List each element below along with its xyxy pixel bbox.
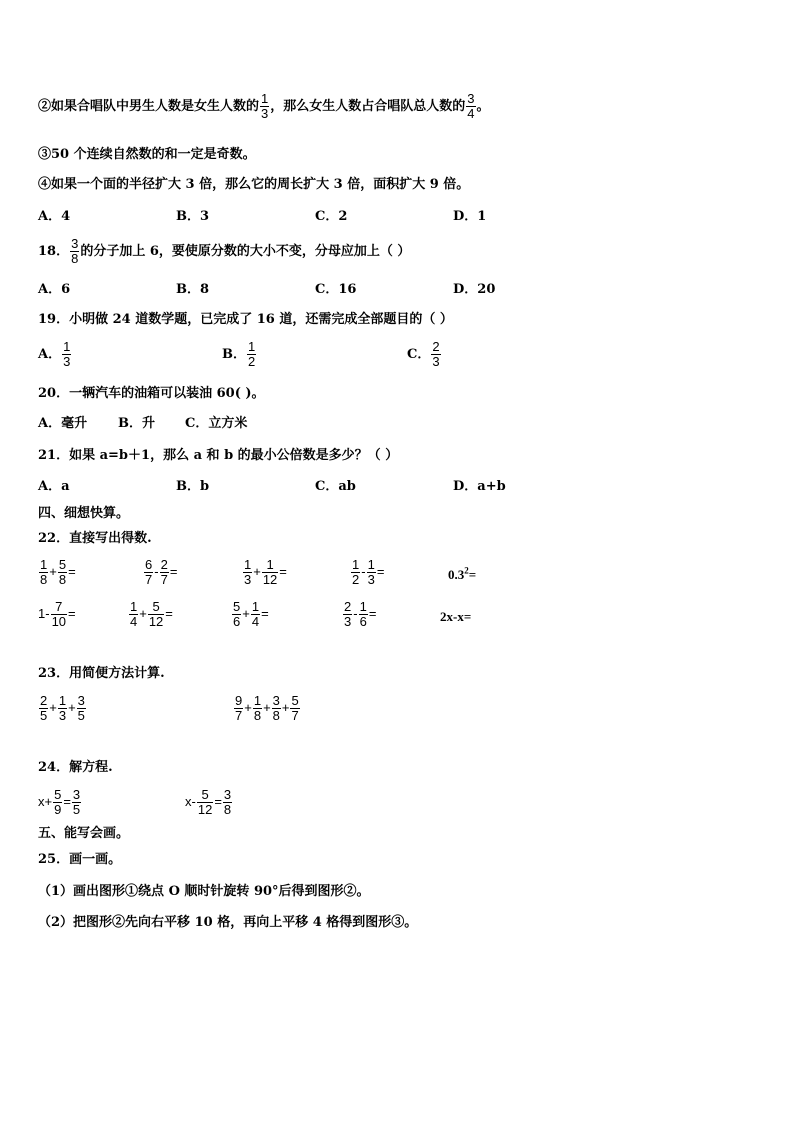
statement-4: ④如果一个面的半径扩大 3 倍，那么它的周长扩大 3 倍，面积扩大 9 倍。 [38,177,470,192]
q21-option-b[interactable]: B．b [176,479,210,494]
fraction: $\frac{3}{5}$ [72,787,81,817]
q19-option-c[interactable]: C． $\frac{2}{3}$ [407,339,440,369]
fraction: $\frac{3}{8}$ [272,693,280,723]
fraction: $\frac{5}{12}$ [148,599,164,629]
q19-option-b[interactable]: B． $\frac{1}{2}$ [222,339,256,369]
question-25-part-1: （1）画出图形①绕点 O 顺时针旋转 90°后得到图形②。 [38,884,370,899]
fraction: $\frac{3}{4}$ [467,91,475,121]
fraction: $\frac{1}{3}$ [261,91,269,121]
q18-option-d[interactable]: D．20 [453,282,496,297]
expr-23-2: $\frac{9}{7}$ + $\frac{1}{8}$ + $\frac{3}{8}$ + $\frac{5}{7}$ [235,693,299,723]
fraction: $\frac{3}{8}$ [71,236,79,266]
statement-2-text-a: ②如果合唱队中男生人数是女生人数的 [38,99,260,114]
fraction: $\frac{1}{2}$ [248,339,256,369]
question-22-title: 22．直接写出得数. [38,531,152,546]
question-18-text: 的分子加上 6，要使原分数的大小不变，分母应加上（ ） [80,244,411,259]
fraction: $\frac{5}{7}$ [291,693,299,723]
expr-23-1: $\frac{2}{5}$ + $\frac{1}{3}$ + $\frac{3}{5}$ [40,693,85,723]
fraction: $\frac{3}{8}$ [223,787,232,817]
statement-2-text-b: ，那么女生人数占合唱队总人数的 [270,99,466,114]
expr-22-2: $\frac{6}{7}$ - $\frac{2}{7}$ = [145,557,178,587]
q21-option-c[interactable]: C．ab [315,479,356,494]
q21-option-a[interactable]: A．a [38,479,70,494]
statement-2-text-c: 。 [476,99,490,114]
statement-2 [38,92,490,121]
q17-option-d[interactable]: D．1 [453,209,487,224]
statement-3: ③50 个连续自然数的和一定是奇数。 [38,147,256,162]
expr-22-5: $0.3^2=$ [448,565,477,582]
equation-24-1: x+ $\frac{5}{9}$ = $\frac{3}{5}$ [38,787,81,817]
fraction: $\frac{2}{7}$ [160,557,168,587]
question-20: 20．一辆汽车的油箱可以装油 60( )。 [38,386,265,401]
fraction: $\frac{1}{4}$ [130,599,138,629]
question-number: 18． [38,244,70,259]
fraction: $\frac{1}{8}$ [253,693,262,723]
fraction: $\frac{1}{3}$ [367,557,375,587]
fraction: $\frac{3}{5}$ [77,693,85,723]
q18-option-a[interactable]: A．6 [38,282,71,297]
fraction: $\frac{5}{6}$ [233,599,241,629]
section-5-heading: 五、能写会画。 [38,826,130,841]
fraction: $\frac{1}{2}$ [352,557,360,587]
q17-option-b[interactable]: B．3 [176,209,210,224]
q19-option-a[interactable]: A． $\frac{1}{3}$ [38,339,71,369]
fraction: $\frac{5}{9}$ [54,787,62,817]
expr-22-4: $\frac{1}{2}$ - $\frac{1}{3}$ = [352,557,385,587]
question-18 [38,237,410,266]
expr-22-9: $\frac{2}{3}$ - $\frac{1}{6}$ = [344,599,377,629]
fraction: $\frac{1}{12}$ [262,557,278,587]
fraction: $\frac{2}{3}$ [344,599,352,629]
expr-22-8: $\frac{5}{6}$ + $\frac{1}{4}$ = [233,599,269,629]
question-21: 21．如果 a=b＋1，那么 a 和 b 的最小公倍数是多少？（ ） [38,448,399,463]
section-4-heading: 四、细想快算。 [38,506,130,521]
q20-option-b[interactable]: B．升 [118,416,155,431]
question-24-title: 24．解方程. [38,760,113,775]
fraction: $\frac{6}{7}$ [145,557,153,587]
q20-option-c[interactable]: C．立方米 [185,416,248,431]
fraction: $\frac{1}{3}$ [58,693,67,723]
question-19: 19．小明做 24 道数学题，已完成了 16 道，还需完成全部题目的（ ） [38,312,453,327]
expr-22-1: $\frac{1}{8}$ + $\frac{5}{8}$ = [40,557,76,587]
fraction: $\frac{2}{3}$ [432,339,440,369]
fraction: $\frac{5}{8}$ [58,557,67,587]
fraction: $\frac{1}{4}$ [251,599,260,629]
expr-22-6: 1- $\frac{7}{10}$ = [38,599,76,629]
fraction: $\frac{9}{7}$ [235,693,243,723]
fraction: $\frac{1}{6}$ [359,599,367,629]
equation-24-2: x- $\frac{5}{12}$ = $\frac{3}{8}$ [185,787,232,817]
q18-option-b[interactable]: B．8 [176,282,210,297]
expr-22-3: $\frac{1}{3}$ + $\frac{1}{12}$ = [244,557,287,587]
q21-option-d[interactable]: D．a+b [453,479,506,494]
fraction: $\frac{1}{3}$ [244,557,252,587]
fraction: $\frac{1}{3}$ [63,339,71,369]
q17-option-c[interactable]: C．2 [315,209,348,224]
question-23-title: 23．用简便方法计算. [38,666,165,681]
fraction: $\frac{7}{10}$ [51,599,67,629]
fraction: $\frac{1}{8}$ [40,557,48,587]
fraction: $\frac{2}{5}$ [40,693,48,723]
fraction: $\frac{5}{12}$ [197,787,213,817]
q18-option-c[interactable]: C．16 [315,282,357,297]
expr-22-7: $\frac{1}{4}$ + $\frac{5}{12}$ = [130,599,173,629]
q20-option-a[interactable]: A．毫升 [38,416,88,431]
question-25-part-2: （2）把图形②先向右平移 10 格，再向上平移 4 格得到图形③。 [38,915,418,930]
expr-22-10: 2x-x= [440,609,472,624]
question-25-title: 25．画一画。 [38,852,122,867]
q17-option-a[interactable]: A．4 [38,209,71,224]
